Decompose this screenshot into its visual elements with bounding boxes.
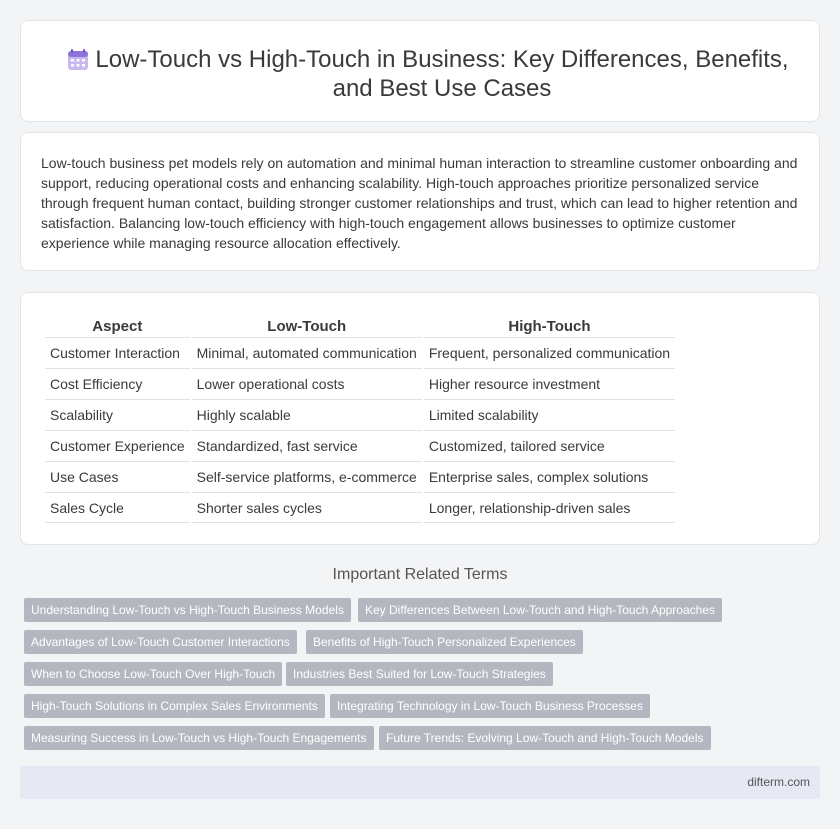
comparison-table <box>43 316 677 523</box>
table-cell: Minimal, automated communication <box>192 337 422 368</box>
related-term-link[interactable]: Industries Best Suited for Low-Touch Strategies <box>286 662 553 686</box>
related-term-link[interactable]: Integrating Technology in Low-Touch Business Processes <box>330 694 650 718</box>
table-row <box>45 492 675 523</box>
calendar-icon <box>66 48 90 72</box>
related-term-link[interactable]: Advantages of Low-Touch Customer Interactions <box>24 630 297 654</box>
table-row <box>45 461 675 492</box>
intro-paragraph: Low-touch business pet models rely on automation and minimal human interaction to streamline customer onboarding and support, reducing operational costs and enhancing scalability. High-touch approaches prioritize personalized service through frequent human contact, building stronger customer relationships and trust, which can lead to higher retention and satisfaction. Balancing low-touch efficiency with high-touch engagement allows businesses to optimize customer experience while managing resource allocation effectively. <box>41 155 798 251</box>
table-cell: Enterprise sales, complex solutions <box>424 461 675 492</box>
table-cell: Standardized, fast service <box>192 430 422 461</box>
title-card <box>20 20 820 122</box>
related-term-link[interactable]: High-Touch Solutions in Complex Sales Environments <box>24 694 325 718</box>
table-cell: Cost Efficiency <box>45 368 190 399</box>
table-cell: Limited scalability <box>424 399 675 430</box>
footer-site-link[interactable]: difterm.com <box>747 775 810 789</box>
related-term-link[interactable]: Future Trends: Evolving Low-Touch and High-Touch Models <box>379 726 711 750</box>
footer <box>20 766 820 799</box>
table-cell: Frequent, personalized communication <box>424 337 675 368</box>
table-row <box>45 430 675 461</box>
table-card <box>20 292 820 545</box>
column-header-low-touch: Low-Touch <box>267 318 347 335</box>
related-term-link[interactable]: Key Differences Between Low-Touch and High-Touch Approaches <box>358 598 722 622</box>
table-cell: Self-service platforms, e-commerce <box>192 461 422 492</box>
table-cell: Longer, relationship-driven sales <box>424 492 675 523</box>
table-cell: Highly scalable <box>192 399 422 430</box>
table-cell: Customer Experience <box>45 430 190 461</box>
table-cell: Customer Interaction <box>45 337 190 368</box>
related-terms-title: Important Related Terms <box>332 566 508 583</box>
column-header-high-touch: High-Touch <box>508 318 591 335</box>
related-term-link[interactable]: Understanding Low-Touch vs High-Touch Business Models <box>24 598 351 622</box>
table-cell: Lower operational costs <box>192 368 422 399</box>
table-cell: Higher resource investment <box>424 368 675 399</box>
table-cell: Sales Cycle <box>45 492 190 523</box>
table-row <box>45 368 675 399</box>
table-header-row <box>45 316 675 337</box>
table-cell: Use Cases <box>45 461 190 492</box>
table-row <box>45 399 675 430</box>
intro-card <box>20 132 820 271</box>
related-term-link[interactable]: Measuring Success in Low-Touch vs High-Touch Engagements <box>24 726 374 750</box>
table-cell: Shorter sales cycles <box>192 492 422 523</box>
related-term-link[interactable]: When to Choose Low-Touch Over High-Touch <box>24 662 282 686</box>
page-title: Low-Touch vs High-Touch in Business: Key Differences, Benefits, and Best Use Cases <box>95 46 789 102</box>
table-cell: Scalability <box>45 399 190 430</box>
table-row <box>45 337 675 368</box>
table-cell: Customized, tailored service <box>424 430 675 461</box>
column-header-aspect: Aspect <box>92 318 143 335</box>
title-wrap <box>21 45 821 103</box>
related-term-link[interactable]: Benefits of High-Touch Personalized Experiences <box>306 630 583 654</box>
